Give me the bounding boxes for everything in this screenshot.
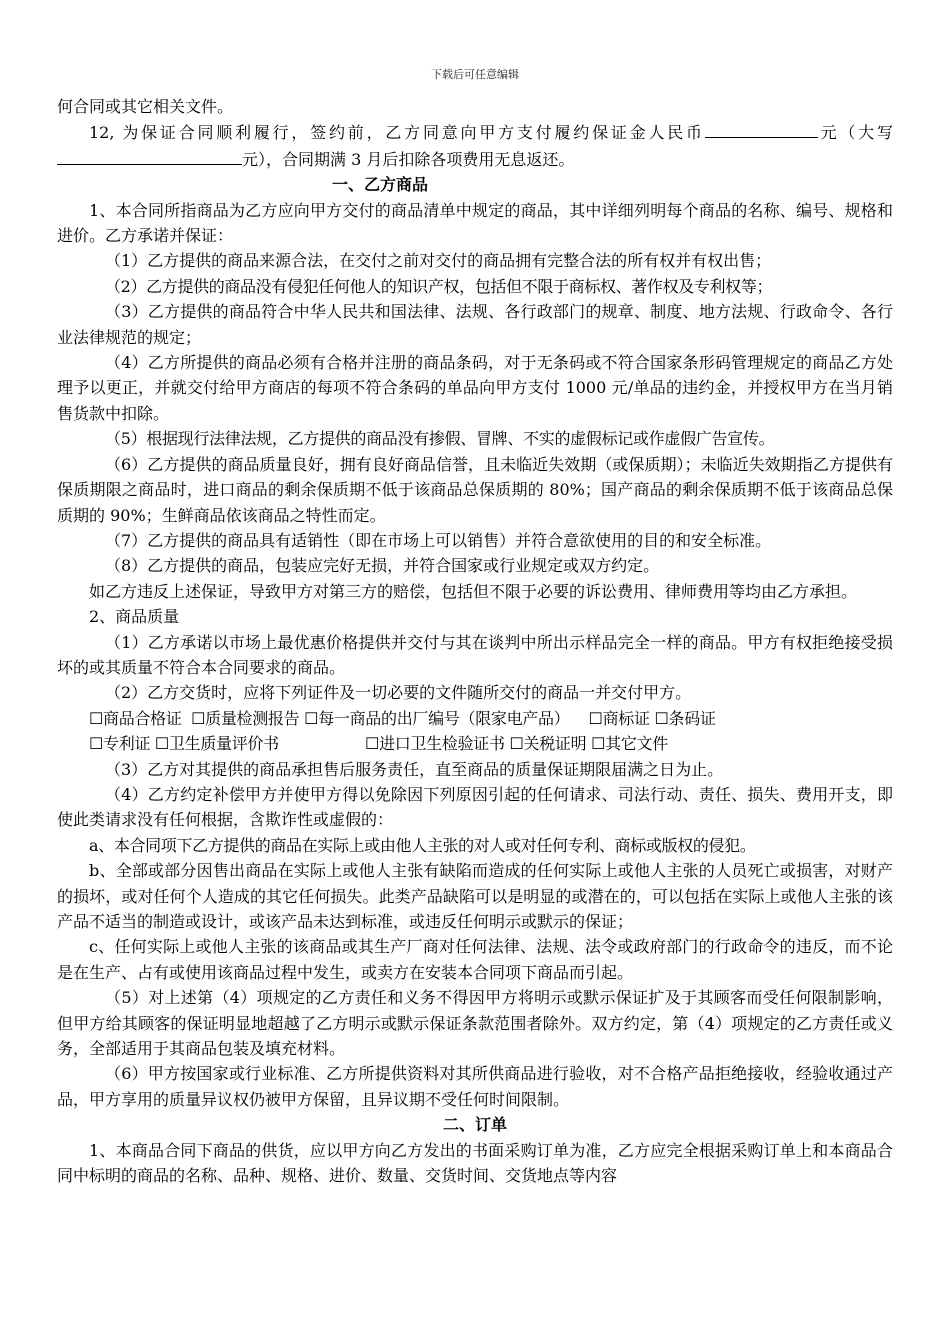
blank-amount: [705, 119, 818, 138]
paragraph: （6）甲方按国家或行业标准、乙方所提供资料对其所供商品进行验收，对不合格产品拒绝接收，经验收通过产品，甲方享用的质量异议权仍被甲方保留，且异议期不受任何时间限制。: [57, 1064, 893, 1109]
paragraph: （3）乙方对其提供的商品承担售后服务责任，直至商品的质量保证期限届满之日为止。: [105, 759, 724, 779]
paragraph: （5）对上述第（4）项规定的乙方责任和义务不得因甲方将明示或默示保证扩及于其顾客而受任何限制影响，但甲方给其顾客的保证明显地超越了乙方明示或默示保证条款范围者除外。双方约定，第（4）项规定的乙方责任或义务，全部适用于其商品包装及填充材料。: [57, 988, 893, 1059]
paragraph: （2）乙方交货时，应将下列证件及一切必要的文件随所交付的商品一并交付甲方。: [105, 683, 692, 703]
paragraph: （7）乙方提供的商品具有适销性（即在市场上可以销售）并符合意欲使用的目的和安全标准。: [105, 530, 772, 550]
document-body: [57, 94, 893, 1188]
paragraph: b、全部或部分因售出商品在实际上或他人主张有缺陷而造成的任何实际上或他人主张的人员死亡或损害，对财产的损坏，或对任何个人造成的其它任何损失。此类产品缺陷可以是明显的或潜在的，可以包括在实际上或他人主张的该产品不适当的制造或设计，或该产品未达到标准，或违反任何明示或默示的保证；: [57, 861, 893, 931]
section-heading: 一、乙方商品: [331, 175, 428, 195]
paragraph: （2）乙方提供的商品没有侵犯任何他人的知识产权，包括但不限于商标权、著作权及专利权等；: [105, 276, 773, 296]
paragraph: c、任何实际上或他人主张的该商品或其生产厂商对任何法律、法规、法令或政府部门的行政命令的违反，而不论是在生产、占有或使用该商品过程中发生，或卖方在安装本合同项下商品而引起。: [57, 937, 893, 982]
page-header: 下载后可任意编辑: [431, 68, 519, 81]
checkbox-line-1: ☐商品合格证 ☐质量检测报告 ☐每一商品的出厂编号（限家电产品） ☐商标证 ☐条码证: [89, 708, 716, 728]
paragraph: （1）乙方提供的商品来源合法，在交付之前对交付的商品拥有完整合法的所有权并有权出售；: [105, 251, 772, 271]
paragraph: （1）乙方承诺以市场上最优惠价格提供并交付与其在谈判中所出示样品完全一样的商品。甲方有权拒绝接受损坏的或其质量不符合本合同要求的商品。: [57, 632, 893, 677]
paragraph: （6）乙方提供的商品质量良好，拥有良好商品信誉，且未临近失效期（或保质期）；未临近失效期指乙方提供有保质期限之商品时，进口商品的剩余保质期不低于该商品总保质期的 80%；国产商品的剩余保质期不低于该商品总保质期的 90%；生鲜商品依该商品之特性而定。: [57, 454, 893, 525]
paragraph: （8）乙方提供的商品，包装应完好无损，并符合国家或行业规定或双方约定。: [105, 556, 660, 576]
paragraph: 1、本商品合同下商品的供货，应以甲方向乙方发出的书面采购订单为准，乙方应完全根据采购订单上和本商品合同中标明的商品的名称、品种、规格、进价、数量、交货时间、交货地点等内容: [57, 1140, 893, 1186]
paragraph: 2、商品质量: [89, 607, 180, 627]
paragraph: （4）乙方约定补偿甲方并使甲方得以免除因下列原因引起的任何请求、司法行动、责任、损失、费用开支，即使此类请求没有任何根据，含欺诈性或虚假的：: [57, 784, 893, 830]
blank-amount-uppercase: [57, 146, 242, 165]
paragraph: a、本合同项下乙方提供的商品在实际上或由他人主张的对人或对任何专利、商标或版权的侵犯。: [89, 835, 756, 855]
paragraph: 1、本合同所指商品为乙方应向甲方交付的商品清单中规定的商品，其中详细列明每个商品的名称、编号、规格和进价。乙方承诺并保证：: [57, 200, 893, 246]
paragraph-deposit: 12, 为保证合同顺利履行，签约前，乙方同意向甲方支付履约保证金人民币 元（大写元），合同期满 3 月后扣除各项费用无息返还。: [57, 119, 893, 172]
checkbox-line-2: ☐专利证 ☐卫生质量评价书 ☐进口卫生检验证书 ☐关税证明 ☐其它文件: [89, 734, 668, 754]
paragraph: （3）乙方提供的商品符合中华人民共和国法律、法规、各行政部门的规章、制度、地方法规、行政命令、各行业法律规范的规定；: [57, 302, 893, 347]
paragraph: 何合同或其它相关文件。: [57, 97, 234, 116]
section-heading: 二、订单: [442, 1115, 507, 1135]
paragraph: （5）根据现行法律法规，乙方提供的商品没有掺假、冒牌、不实的虚假标记或作虚假广告宣传。: [105, 429, 775, 449]
paragraph: 如乙方违反上述保证，导致甲方对第三方的赔偿，包括但不限于必要的诉讼费用、律师费用等均由乙方承担。: [89, 581, 858, 601]
paragraph: （4）乙方所提供的商品必须有合格并注册的商品条码，对于无条码或不符合国家条形码管理规定的商品乙方处理予以更正，并就交付给甲方商店的每项不符合条码的单品向甲方支付 1000 元/单品的违约金，并授权甲方在当月销售货款中扣除。: [57, 353, 893, 423]
